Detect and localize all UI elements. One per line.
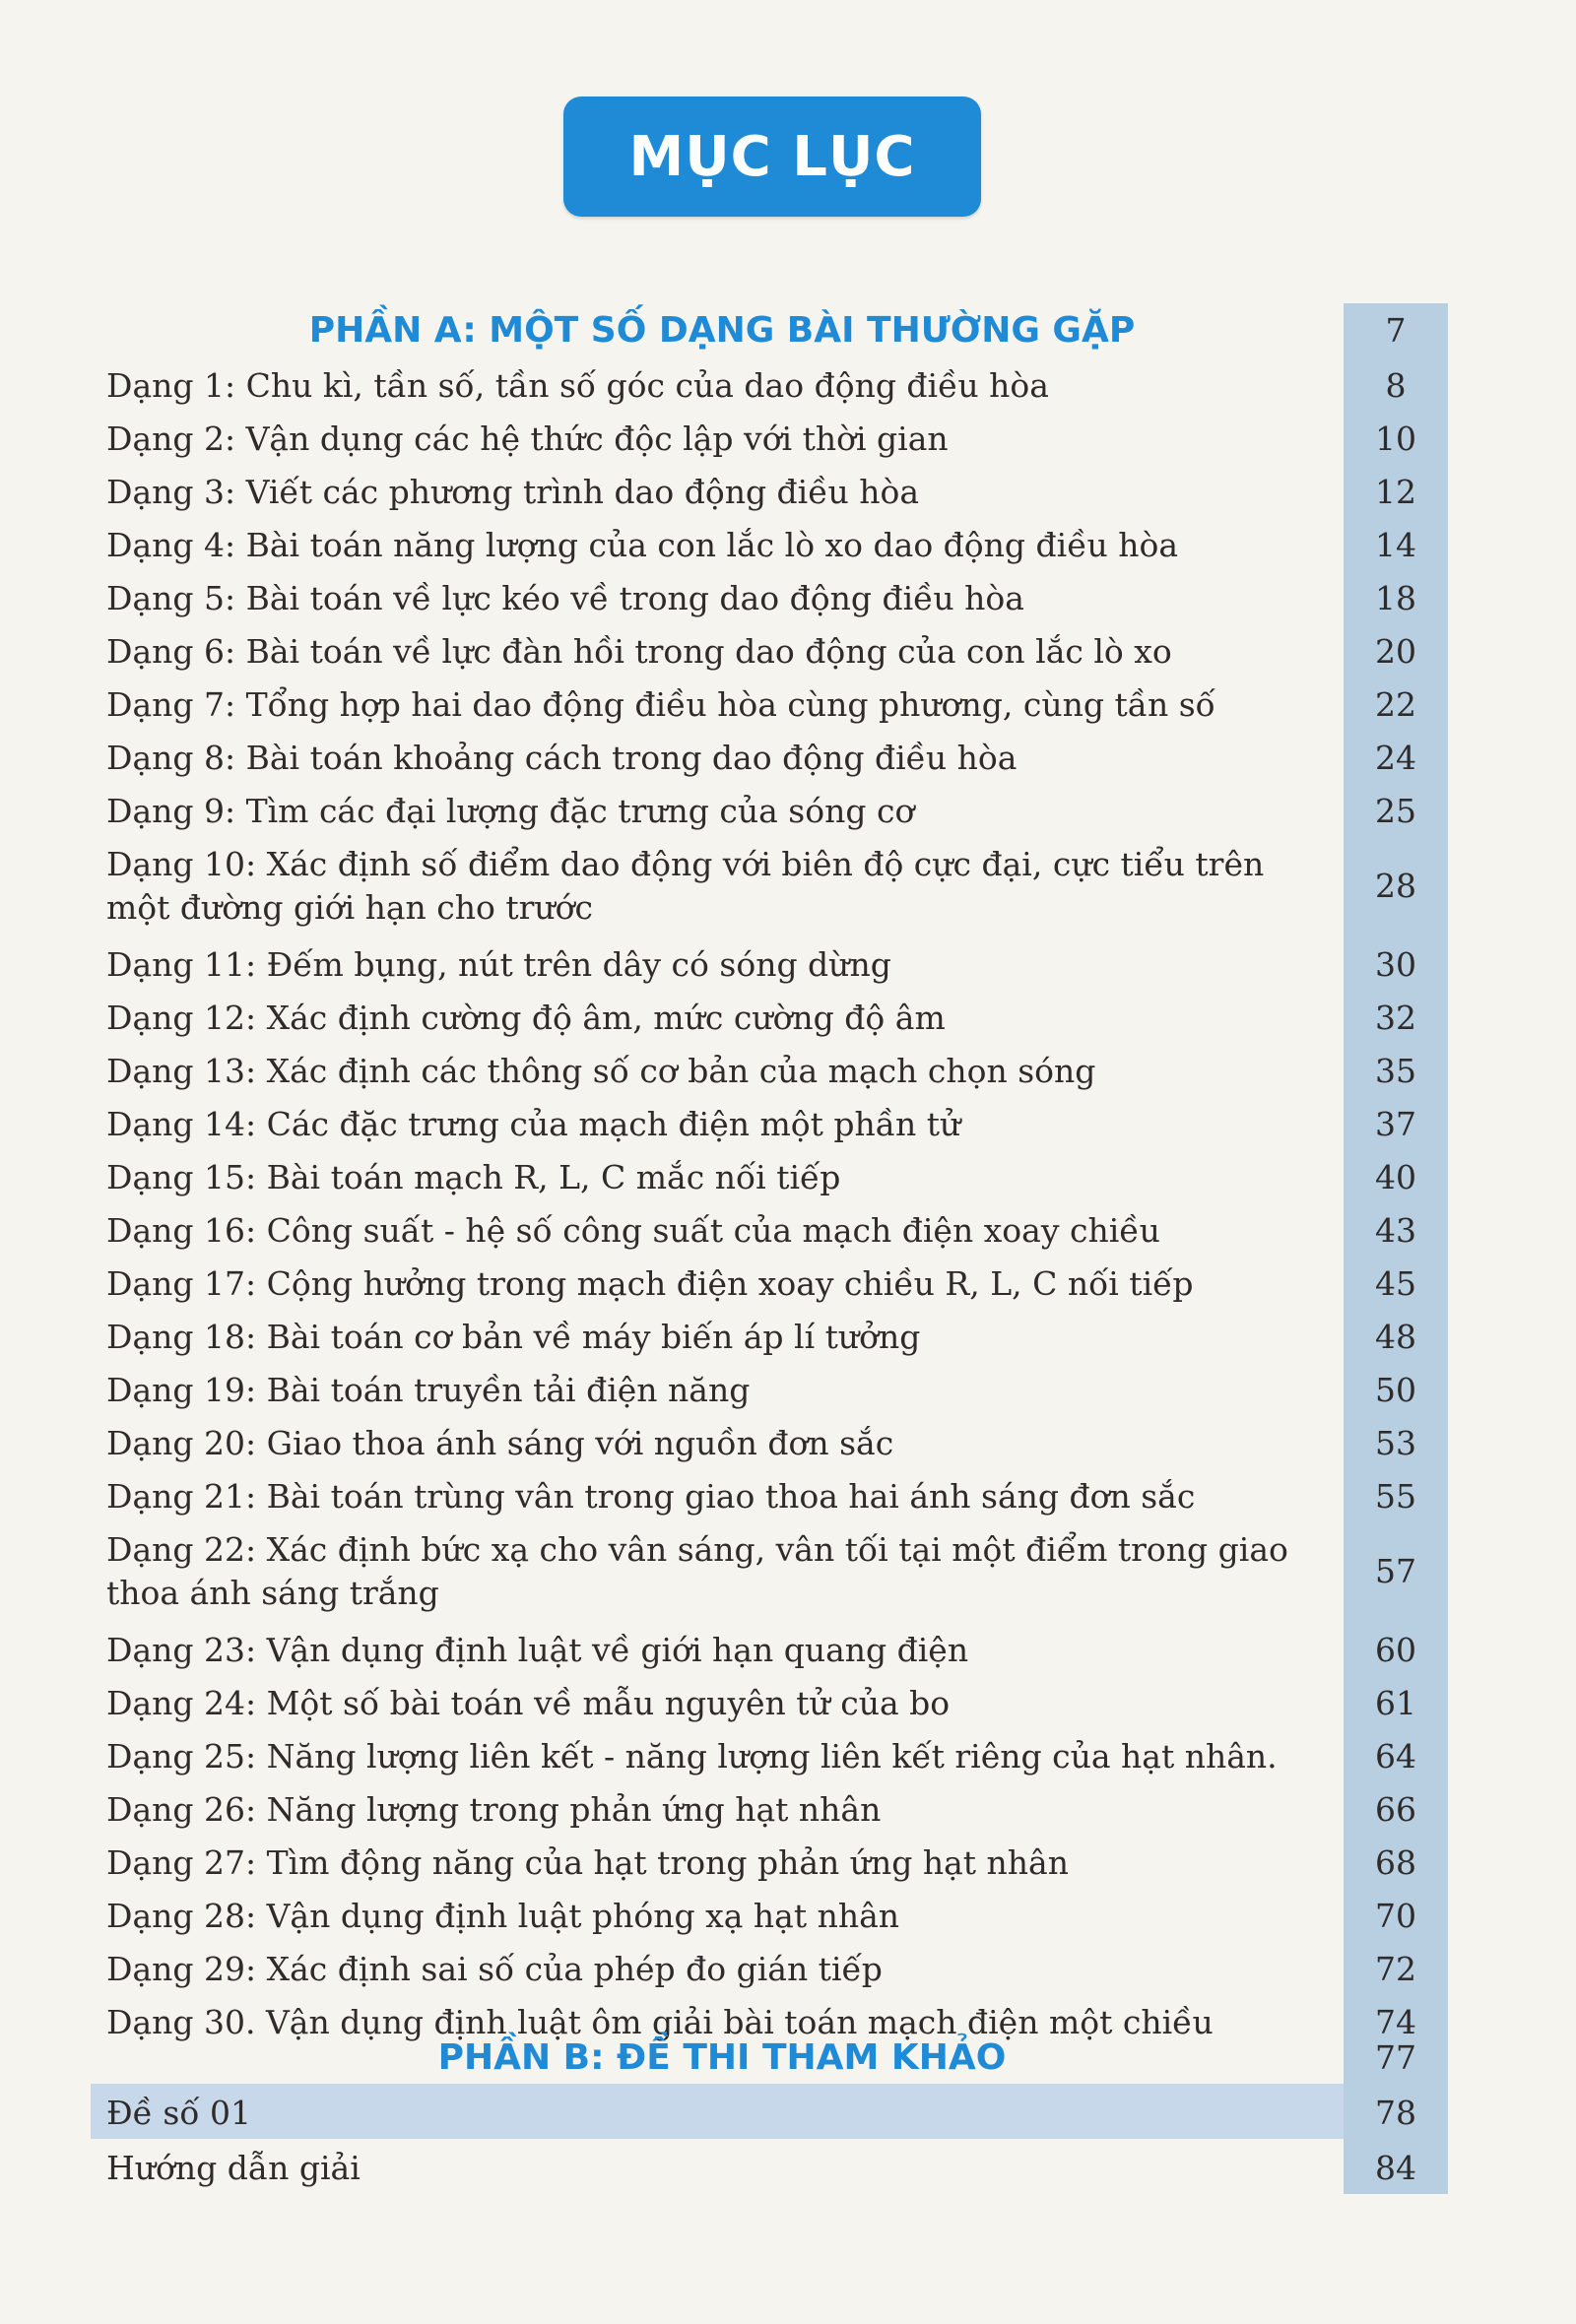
entry-page-number: 32 <box>1375 999 1416 1037</box>
entry-page-number: 61 <box>1375 1684 1416 1722</box>
toc-entry <box>106 471 1448 514</box>
entry-label: Dạng 30. Vận dụng định luật ôm giải bài toán mạch điện một chiều <box>106 2003 1214 2041</box>
entry-label: Dạng 18: Bài toán cơ bản về máy biến áp lí tưởng <box>106 1318 921 1356</box>
entry-label: Dạng 17: Cộng hưởng trong mạch điện xoay chiều R, L, C nối tiếp <box>106 1264 1194 1303</box>
toc-entry <box>106 1841 1448 1885</box>
entry-page-number: 50 <box>1375 1371 1416 1409</box>
entry-label: Dạng 21: Bài toán trùng vân trong giao thoa hai ánh sáng đơn sắc <box>106 1477 1196 1516</box>
entry-label: Dạng 11: Đếm bụng, nút trên dây có sóng dừng <box>106 945 891 984</box>
toc-entry <box>106 1735 1448 1778</box>
entry-page-number: 37 <box>1375 1105 1416 1143</box>
toc-entry <box>106 1156 1448 1199</box>
toc-entry <box>106 1788 1448 1832</box>
toc-entry <box>106 683 1448 727</box>
entry-label: Dạng 7: Tổng hợp hai dao động điều hòa cùng phương, cùng tần số <box>106 685 1215 724</box>
entry-page-number: 84 <box>1375 2149 1416 2187</box>
toc-entry <box>106 943 1448 987</box>
entry-page-number: 68 <box>1375 1843 1416 1882</box>
entry-label: Dạng 29: Xác định sai số của phép đo gián tiếp <box>106 1950 883 1988</box>
section-page-number: 77 <box>1375 2038 1416 2077</box>
entry-page-number: 22 <box>1375 685 1416 724</box>
toc-entry <box>106 1475 1448 1518</box>
entry-label: Dạng 1: Chu kì, tần số, tần số góc của dao động điều hòa <box>106 366 1049 405</box>
entry-page-number: 43 <box>1375 1211 1416 1250</box>
toc-entry <box>106 524 1448 567</box>
entry-page-number: 48 <box>1375 1318 1416 1356</box>
toc-entry <box>106 1050 1448 1093</box>
section-page-number: 7 <box>1385 311 1407 350</box>
entry-page-number: 12 <box>1375 473 1416 511</box>
toc-entry <box>106 1209 1448 1253</box>
toc-entry <box>106 843 1448 930</box>
toc-entry <box>106 630 1448 674</box>
entry-label: Dạng 2: Vận dụng các hệ thức độc lập với thời gian <box>106 420 949 458</box>
entry-page-number: 74 <box>1375 2003 1416 2041</box>
entry-page-number: 78 <box>1375 2094 1416 2132</box>
toc-title: MỤC LỤC <box>628 124 916 189</box>
entry-page-number: 28 <box>1375 867 1416 905</box>
entry-label: Dạng 12: Xác định cường độ âm, mức cường độ âm <box>106 999 946 1037</box>
entry-label: Dạng 5: Bài toán về lực kéo về trong dao động điều hòa <box>106 579 1024 617</box>
entry-label: Dạng 13: Xác định các thông số cơ bản của mạch chọn sóng <box>106 1052 1096 1090</box>
entry-label: Dạng 9: Tìm các đại lượng đặc trưng của sóng cơ <box>106 792 915 830</box>
entry-label: Dạng 26: Năng lượng trong phản ứng hạt nhân <box>106 1790 882 1829</box>
entry-label: Đề số 01 <box>106 2094 252 2132</box>
toc-entry <box>106 1895 1448 1938</box>
entry-label: Dạng 8: Bài toán khoảng cách trong dao động điều hòa <box>106 739 1018 777</box>
toc-entry <box>106 1103 1448 1146</box>
entry-page-number: 66 <box>1375 1790 1416 1829</box>
toc-entry <box>106 1422 1448 1465</box>
entry-label: Dạng 16: Công suất - hệ số công suất của mạch điện xoay chiều <box>106 1211 1160 1250</box>
entry-label: Dạng 6: Bài toán về lực đàn hồi trong dao động của con lắc lò xo <box>106 632 1172 671</box>
entry-label: Dạng 22: Xác định bức xạ cho vân sáng, vân tối tại một điểm trong giao thoa ánh sáng trắng <box>106 1530 1288 1612</box>
entry-label: Dạng 23: Vận dụng định luật về giới hạn quang điện <box>106 1631 969 1669</box>
entry-label: Hướng dẫn giải <box>106 2149 361 2187</box>
entry-page-number: 35 <box>1375 1052 1416 1090</box>
entry-label: Dạng 19: Bài toán truyền tải điện năng <box>106 1371 751 1409</box>
entry-page-number: 53 <box>1375 1424 1416 1462</box>
section-title: PHẦN B: ĐỀ THI THAM KHẢO <box>437 2037 1007 2078</box>
entry-page-number: 60 <box>1375 1631 1416 1669</box>
entry-label: Dạng 4: Bài toán năng lượng của con lắc lò xo dao động điều hòa <box>106 526 1179 564</box>
toc-entry <box>106 790 1448 833</box>
entry-page-number: 18 <box>1375 579 1416 617</box>
entry-page-number: 57 <box>1375 1552 1416 1590</box>
toc-entry <box>106 364 1448 408</box>
toc-entry <box>106 997 1448 1040</box>
entry-label: Dạng 15: Bài toán mạch R, L, C mắc nối tiếp <box>106 1158 841 1196</box>
toc-entry <box>106 1528 1448 1615</box>
entry-page-number: 70 <box>1375 1897 1416 1935</box>
toc-entry <box>106 418 1448 461</box>
entry-label: Dạng 28: Vận dụng định luật phóng xạ hạt nhân <box>106 1897 900 1935</box>
exam-entry <box>106 2147 1448 2190</box>
entry-label: Dạng 10: Xác định số điểm dao động với biên độ cực đại, cực tiểu trên một đường giới hạn cho trước <box>106 845 1265 927</box>
entry-label: Dạng 3: Viết các phương trình dao động điều hòa <box>106 473 920 511</box>
entry-page-number: 64 <box>1375 1737 1416 1775</box>
toc-entry <box>106 1316 1448 1359</box>
entry-page-number: 30 <box>1375 945 1416 984</box>
entry-page-number: 20 <box>1375 632 1416 671</box>
section-title: PHẦN A: MỘT SỐ DẠNG BÀI THƯỜNG GẶP <box>308 310 1136 351</box>
entry-label: Dạng 25: Năng lượng liên kết - năng lượng liên kết riêng của hạt nhân. <box>106 1737 1278 1775</box>
entry-label: Dạng 20: Giao thoa ánh sáng với nguồn đơn sắc <box>106 1424 894 1462</box>
entry-page-number: 10 <box>1375 420 1416 458</box>
toc-entry <box>106 1682 1448 1725</box>
entry-page-number: 45 <box>1375 1264 1416 1303</box>
entry-label: Dạng 27: Tìm động năng của hạt trong phản ứng hạt nhân <box>106 1843 1069 1882</box>
toc-entry <box>106 1369 1448 1412</box>
entry-page-number: 24 <box>1375 739 1416 777</box>
toc-entry <box>106 577 1448 620</box>
exam-entry <box>106 2092 1448 2135</box>
toc-entry <box>106 1948 1448 1991</box>
toc-entry <box>106 737 1448 780</box>
toc-entry <box>106 1629 1448 1672</box>
toc-entry <box>106 1262 1448 1306</box>
entry-label: Dạng 14: Các đặc trưng của mạch điện một phần tử <box>106 1105 961 1143</box>
entry-page-number: 40 <box>1375 1158 1416 1196</box>
entry-page-number: 55 <box>1375 1477 1416 1516</box>
entry-page-number: 14 <box>1375 526 1416 564</box>
entry-label: Dạng 24: Một số bài toán về mẫu nguyên tử của bo <box>106 1684 951 1722</box>
entry-page-number: 25 <box>1375 792 1416 830</box>
entry-page-number: 8 <box>1385 366 1407 405</box>
entry-page-number: 72 <box>1375 1950 1416 1988</box>
